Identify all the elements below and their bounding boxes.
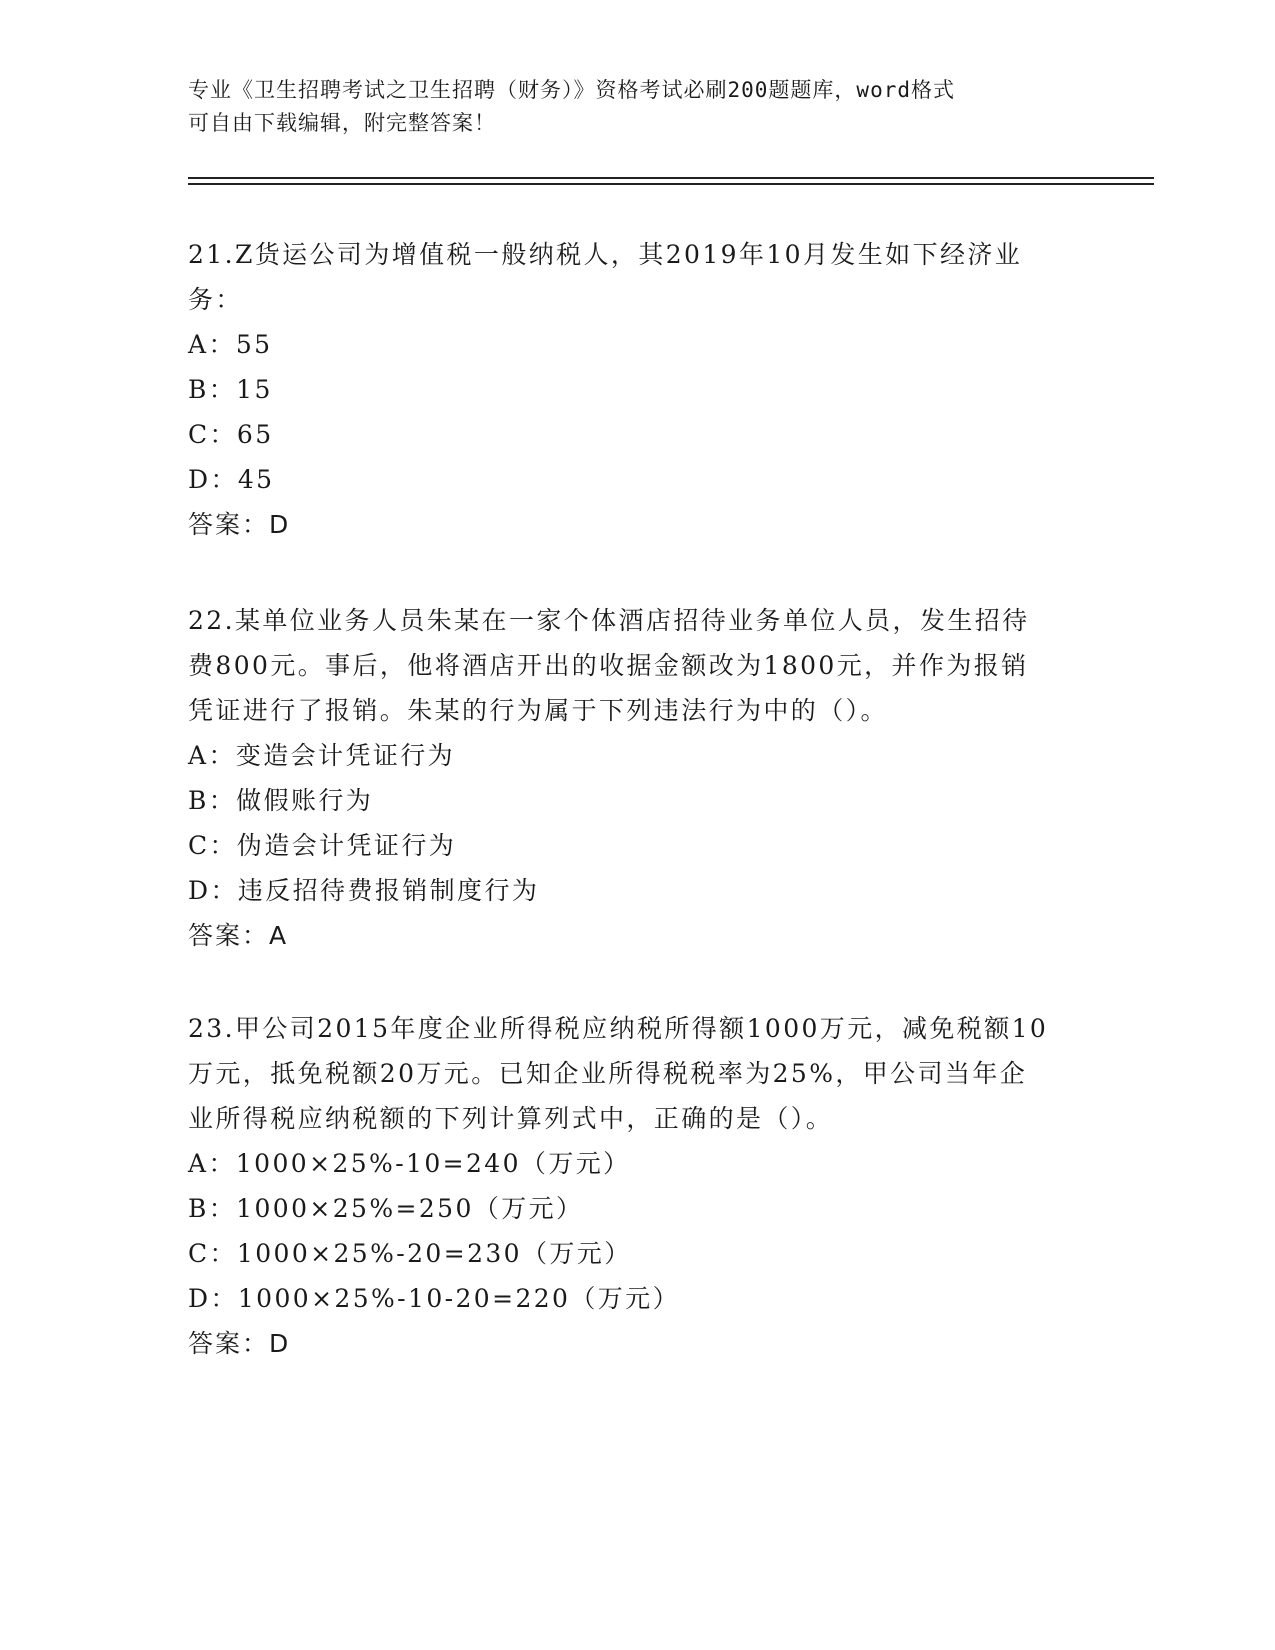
question-text-line: 凭证进行了报销。朱某的行为属于下列违法行为中的（）。 xyxy=(188,696,888,725)
option-d: D：违反招待费报销制度行为 xyxy=(188,876,540,905)
option-d: D：1000×25%-10-20=220（万元） xyxy=(188,1284,680,1313)
option-a: A：55 xyxy=(188,330,273,359)
answer: 答案：A xyxy=(188,921,289,950)
header-line-2: 可自由下载编辑，附完整答案！ xyxy=(188,111,496,135)
question-text-line: 费800元。事后，他将酒店开出的收据金额改为1800元，并作为报销 xyxy=(188,651,1029,680)
option-a: A：1000×25%-10=240（万元） xyxy=(188,1149,631,1178)
answer: 答案：D xyxy=(188,1329,291,1358)
question-text-line: 业所得税应纳税额的下列计算列式中，正确的是（）。 xyxy=(188,1104,834,1133)
question-text-line: 万元，抵免税额20万元。已知企业所得税税率为25%，甲公司当年企 xyxy=(188,1059,1028,1088)
header-divider-bottom xyxy=(188,183,1154,185)
option-a: A：变造会计凭证行为 xyxy=(188,741,456,770)
question-text-line: 22.某单位业务人员朱某在一家个体酒店招待业务单位人员，发生招待 xyxy=(188,606,1030,635)
question-23 xyxy=(188,1006,1088,1366)
option-c: C：伪造会计凭证行为 xyxy=(188,831,457,860)
option-b: B：1000×25%=250（万元） xyxy=(188,1194,584,1223)
question-text-line: 务： xyxy=(188,285,243,314)
option-b: B：做假账行为 xyxy=(188,786,374,815)
option-c: C：1000×25%-20=230（万元） xyxy=(188,1239,632,1268)
question-22 xyxy=(188,598,1088,958)
option-c: C：65 xyxy=(188,420,274,449)
document-header xyxy=(188,74,1068,140)
question-text-line: 23.甲公司2015年度企业所得税应纳税所得额1000万元，减免税额10 xyxy=(188,1014,1049,1043)
answer: 答案：D xyxy=(188,510,291,539)
header-divider-top xyxy=(188,177,1154,179)
header-line-1: 专业《卫生招聘考试之卫生招聘（财务）》资格考试必刷200题题库，word格式 xyxy=(188,78,955,102)
question-text-line: 21.Z货运公司为增值税一般纳税人，其2019年10月发生如下经济业 xyxy=(188,240,1023,269)
question-21 xyxy=(188,232,1088,547)
option-b: B：15 xyxy=(188,375,273,404)
option-d: D：45 xyxy=(188,465,275,494)
